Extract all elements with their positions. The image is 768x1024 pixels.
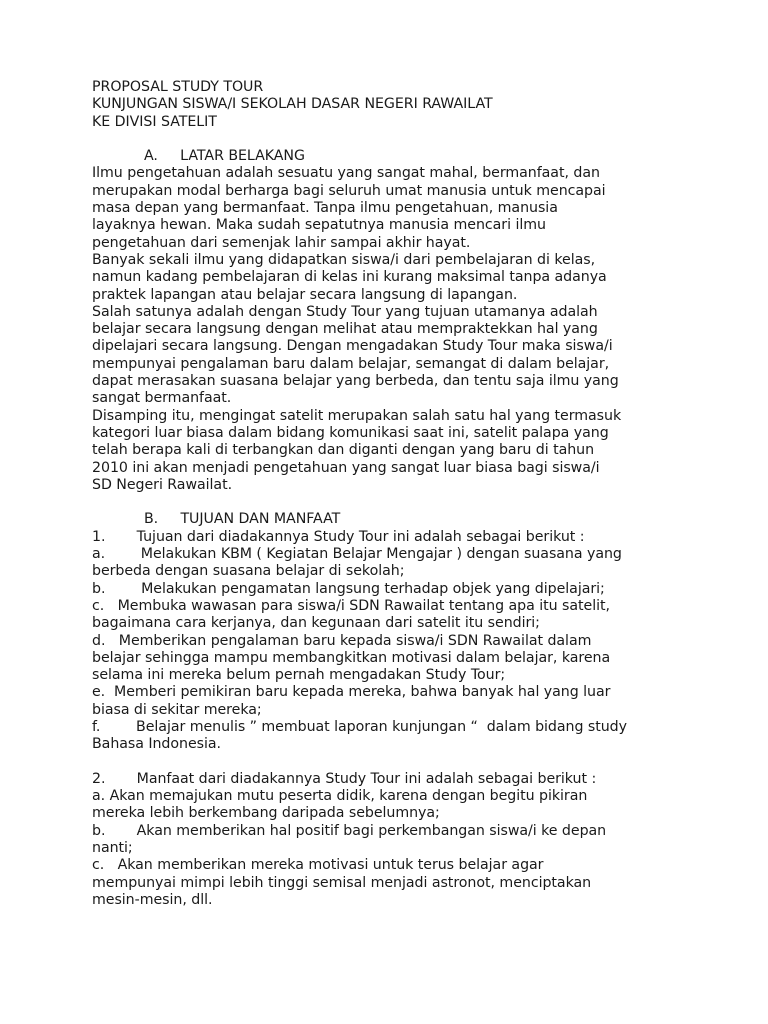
spacer [92,754,692,771]
paragraph-line: Banyak sekali ilmu yang didapatkan siswa/i dari pembelajaran di kelas, [92,251,596,268]
paragraph-line: pengetahuan dari semenjak lahir sampai akhir hayat. [92,234,471,251]
list-item: c. Akan memberikan mereka motivasi untuk terus belajar agar [92,857,544,874]
paragraph-line: Disamping itu, mengingat satelit merupakan salah satu hal yang termasuk [92,407,622,424]
paragraph-line: sangat bermanfaat. [92,390,232,407]
section-a-body [92,165,692,494]
paragraph-line: merupakan modal berharga bagi seluruh umat manusia untuk mencapai [92,182,606,199]
paragraph-line: masa depan yang bermanfaat. Tanpa ilmu pengetahuan, manusia [92,200,558,217]
proposal-subtitle: KUNJUNGAN SISWA/I SEKOLAH DASAR NEGERI RAWAILAT [92,96,493,113]
paragraph-line: dipelajari secara langsung. Dengan mengadakan Study Tour maka siswa/i [92,338,613,355]
list-item: b. Akan memberikan hal positif bagi perkembangan siswa/i ke depan [92,822,607,839]
list-item: bagaimana cara kerjanya, dan kegunaan dari satelit itu sendiri; [92,615,540,632]
list-item: selama ini mereka belum pernah mengadakan Study Tour; [92,667,506,684]
list-item: e. Memberi pemikiran baru kepada mereka, bahwa banyak hal yang luar [92,684,611,701]
manfaat-list [92,771,692,909]
paragraph-line: Ilmu pengetahuan adalah sesuatu yang sangat mahal, bermanfaat, dan [92,165,600,182]
list-item: a. Melakukan KBM ( Kegiatan Belajar Mengajar ) dengan suasana yang [92,546,622,563]
list-item: nanti; [92,840,133,857]
list-item: mesin-mesin, dll. [92,891,213,908]
list-item: berbeda dengan suasana belajar di sekolah; [92,563,405,580]
spacer [92,494,692,511]
paragraph-line: kategori luar biasa dalam bidang komunikasi saat ini, satelit palapa yang [92,424,609,441]
proposal-subtitle-2: KE DIVISI SATELIT [92,113,217,130]
section-a-heading: A. LATAR BELAKANG [144,148,305,165]
list-item: Bahasa Indonesia. [92,736,221,753]
section-b-heading: B. TUJUAN DAN MANFAAT [144,511,341,528]
paragraph-line: layaknya hewan. Maka sudah sepatutnya manusia mencari ilmu [92,217,546,234]
paragraph-line: SD Negeri Rawailat. [92,476,233,493]
paragraph-line: praktek lapangan atau belajar secara langsung di lapangan. [92,286,518,303]
paragraph-line: mempunyai pengalaman baru dalam belajar, semangat di dalam belajar, [92,355,610,372]
proposal-title: PROPOSAL STUDY TOUR [92,79,264,95]
tujuan-list [92,529,692,754]
list-item: belajar sehingga mampu membangkitkan motivasi dalam belajar, karena [92,649,611,666]
paragraph-line: dapat merasakan suasana belajar yang berbeda, dan tentu saja ilmu yang [92,373,619,390]
list-item: d. Memberikan pengalaman baru kepada siswa/i SDN Rawailat dalam [92,632,592,649]
list-item: a. Akan memajukan mutu peserta didik, karena dengan begitu pikiran [92,788,588,805]
list-item: mereka lebih berkembang daripada sebelumnya; [92,805,440,822]
paragraph-line: Salah satunya adalah dengan Study Tour yang tujuan utamanya adalah [92,303,598,320]
list-item: 2. Manfaat dari diadakannya Study Tour ini adalah sebagai berikut : [92,770,597,787]
list-item: c. Membuka wawasan para siswa/i SDN Rawailat tentang apa itu satelit, [92,597,610,614]
list-item: b. Melakukan pengamatan langsung terhadap objek yang dipelajari; [92,580,605,597]
list-item: biasa di sekitar mereka; [92,701,262,718]
spacer [92,131,692,148]
list-item: mempunyai mimpi lebih tinggi semisal menjadi astronot, menciptakan [92,874,592,891]
paragraph-line: belajar secara langsung dengan melihat atau mempraktekkan hal yang [92,321,598,338]
document-page [92,79,692,909]
paragraph-line: 2010 ini akan menjadi pengetahuan yang sangat luar biasa bagi siswa/i [92,459,600,476]
paragraph-line: telah berapa kali di terbangkan dan diganti dengan yang baru di tahun [92,442,595,459]
list-item: 1. Tujuan dari diadakannya Study Tour ini adalah sebagai berikut : [92,528,585,545]
paragraph-line: namun kadang pembelajaran di kelas ini kurang maksimal tanpa adanya [92,269,607,286]
list-item: f. Belajar menulis ” membuat laporan kunjungan “ dalam bidang study [92,718,627,735]
